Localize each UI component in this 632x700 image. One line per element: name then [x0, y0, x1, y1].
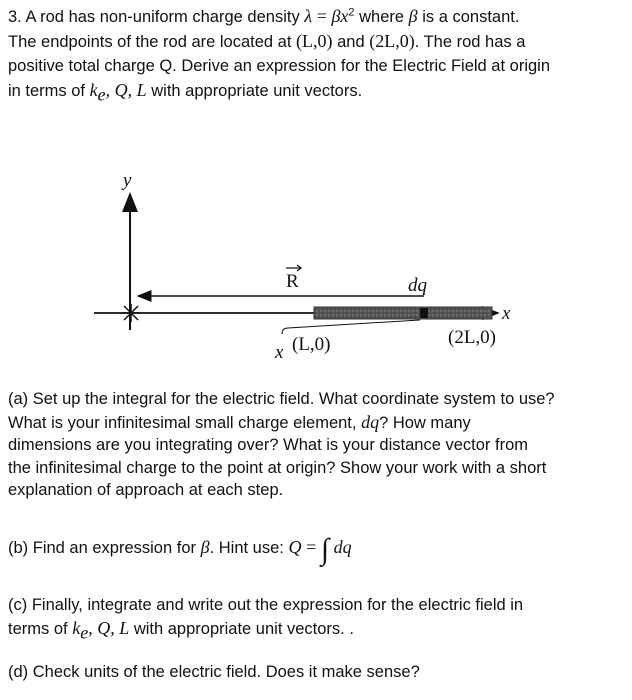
- problem-number: 3.: [8, 8, 22, 26]
- part-d-line: (d) Check units of the electric field. Does it make sense?: [8, 663, 420, 681]
- text: where: [359, 8, 405, 26]
- x-axis-label: x: [502, 303, 511, 324]
- r-vector-label: R: [286, 271, 299, 292]
- k-subscript: e: [80, 622, 89, 643]
- dq-symbol: dq: [333, 537, 352, 557]
- part-a: [8, 388, 624, 502]
- exponent: 2: [348, 6, 355, 19]
- beta-symbol: β: [408, 6, 418, 26]
- part-a-line-4: the infinitesimal charge to the point at origin? Show your work with a short: [8, 458, 547, 477]
- text: is a constant.: [422, 8, 520, 26]
- problem-line-4: [8, 78, 624, 103]
- part-b: [8, 530, 624, 567]
- point-2l: (2L,0): [369, 31, 415, 51]
- equals-sign: =: [316, 6, 327, 26]
- k-symbol: k: [72, 618, 81, 638]
- part-c-line-2: [8, 617, 624, 641]
- origin-marker: [122, 304, 140, 322]
- text: and: [337, 33, 365, 51]
- variables: , Q, L: [105, 80, 147, 100]
- part-a-line-1: (a) Set up the integral for the electric field. What coordinate system to use?: [8, 390, 555, 408]
- equals-sign: =: [306, 537, 317, 557]
- y-axis-label: y: [123, 170, 132, 191]
- dq-label: dq: [408, 275, 427, 296]
- x-symbol: x: [340, 6, 349, 26]
- k-subscript: e: [97, 84, 106, 105]
- x-position-marker: [282, 320, 420, 334]
- part-a-line-5: explanation of approach at each step.: [8, 481, 284, 499]
- part-b-line: [8, 530, 624, 567]
- part-d: [8, 660, 624, 684]
- rod-diagram: [0, 170, 632, 370]
- beta-symbol: β: [331, 6, 341, 26]
- problem-line-2: [8, 29, 624, 54]
- text: in terms of: [8, 82, 86, 100]
- lambda-symbol: λ: [304, 6, 313, 26]
- integral-symbol: ∫: [320, 533, 330, 566]
- part-c: [8, 594, 624, 641]
- text: ? How many: [379, 413, 471, 432]
- point-2l-label: (2L,0): [448, 327, 497, 348]
- charged-rod: [314, 307, 492, 319]
- q-symbol: Q: [288, 537, 302, 557]
- charge-element-dq: [420, 308, 428, 318]
- part-c-line-1: (c) Finally, integrate and write out the expression for the electric field in: [8, 596, 524, 614]
- text: . The rod has a: [414, 33, 526, 51]
- k-symbol: k: [89, 80, 98, 100]
- problem-statement: [8, 4, 624, 103]
- text: with appropriate unit vectors.: [151, 82, 363, 100]
- text: . Hint use:: [209, 539, 284, 557]
- x-small-label: x: [275, 342, 284, 363]
- text: terms of: [8, 620, 68, 638]
- dq-symbol: dq: [361, 411, 380, 432]
- text: The endpoints of the rod are located at: [8, 33, 292, 51]
- point-l-label: (L,0): [292, 334, 331, 355]
- variables: , Q, L: [88, 618, 130, 638]
- beta-symbol: β: [200, 537, 210, 557]
- problem-line-3: positive total charge Q. Derive an expression for the Electric Field at origin: [8, 57, 551, 75]
- problem-line-1: [8, 4, 624, 29]
- part-a-line-3: dimensions are you integrating over? What is your distance vector from: [8, 436, 528, 454]
- part-a-line-2: [8, 411, 624, 435]
- text: What is your infinitesimal small charge element,: [8, 413, 357, 432]
- point-l: (L,0): [296, 31, 333, 51]
- text: with appropriate unit vectors. .: [133, 620, 354, 638]
- text: A rod has non-uniform charge density: [25, 8, 300, 26]
- text: (b) Find an expression for: [8, 539, 197, 557]
